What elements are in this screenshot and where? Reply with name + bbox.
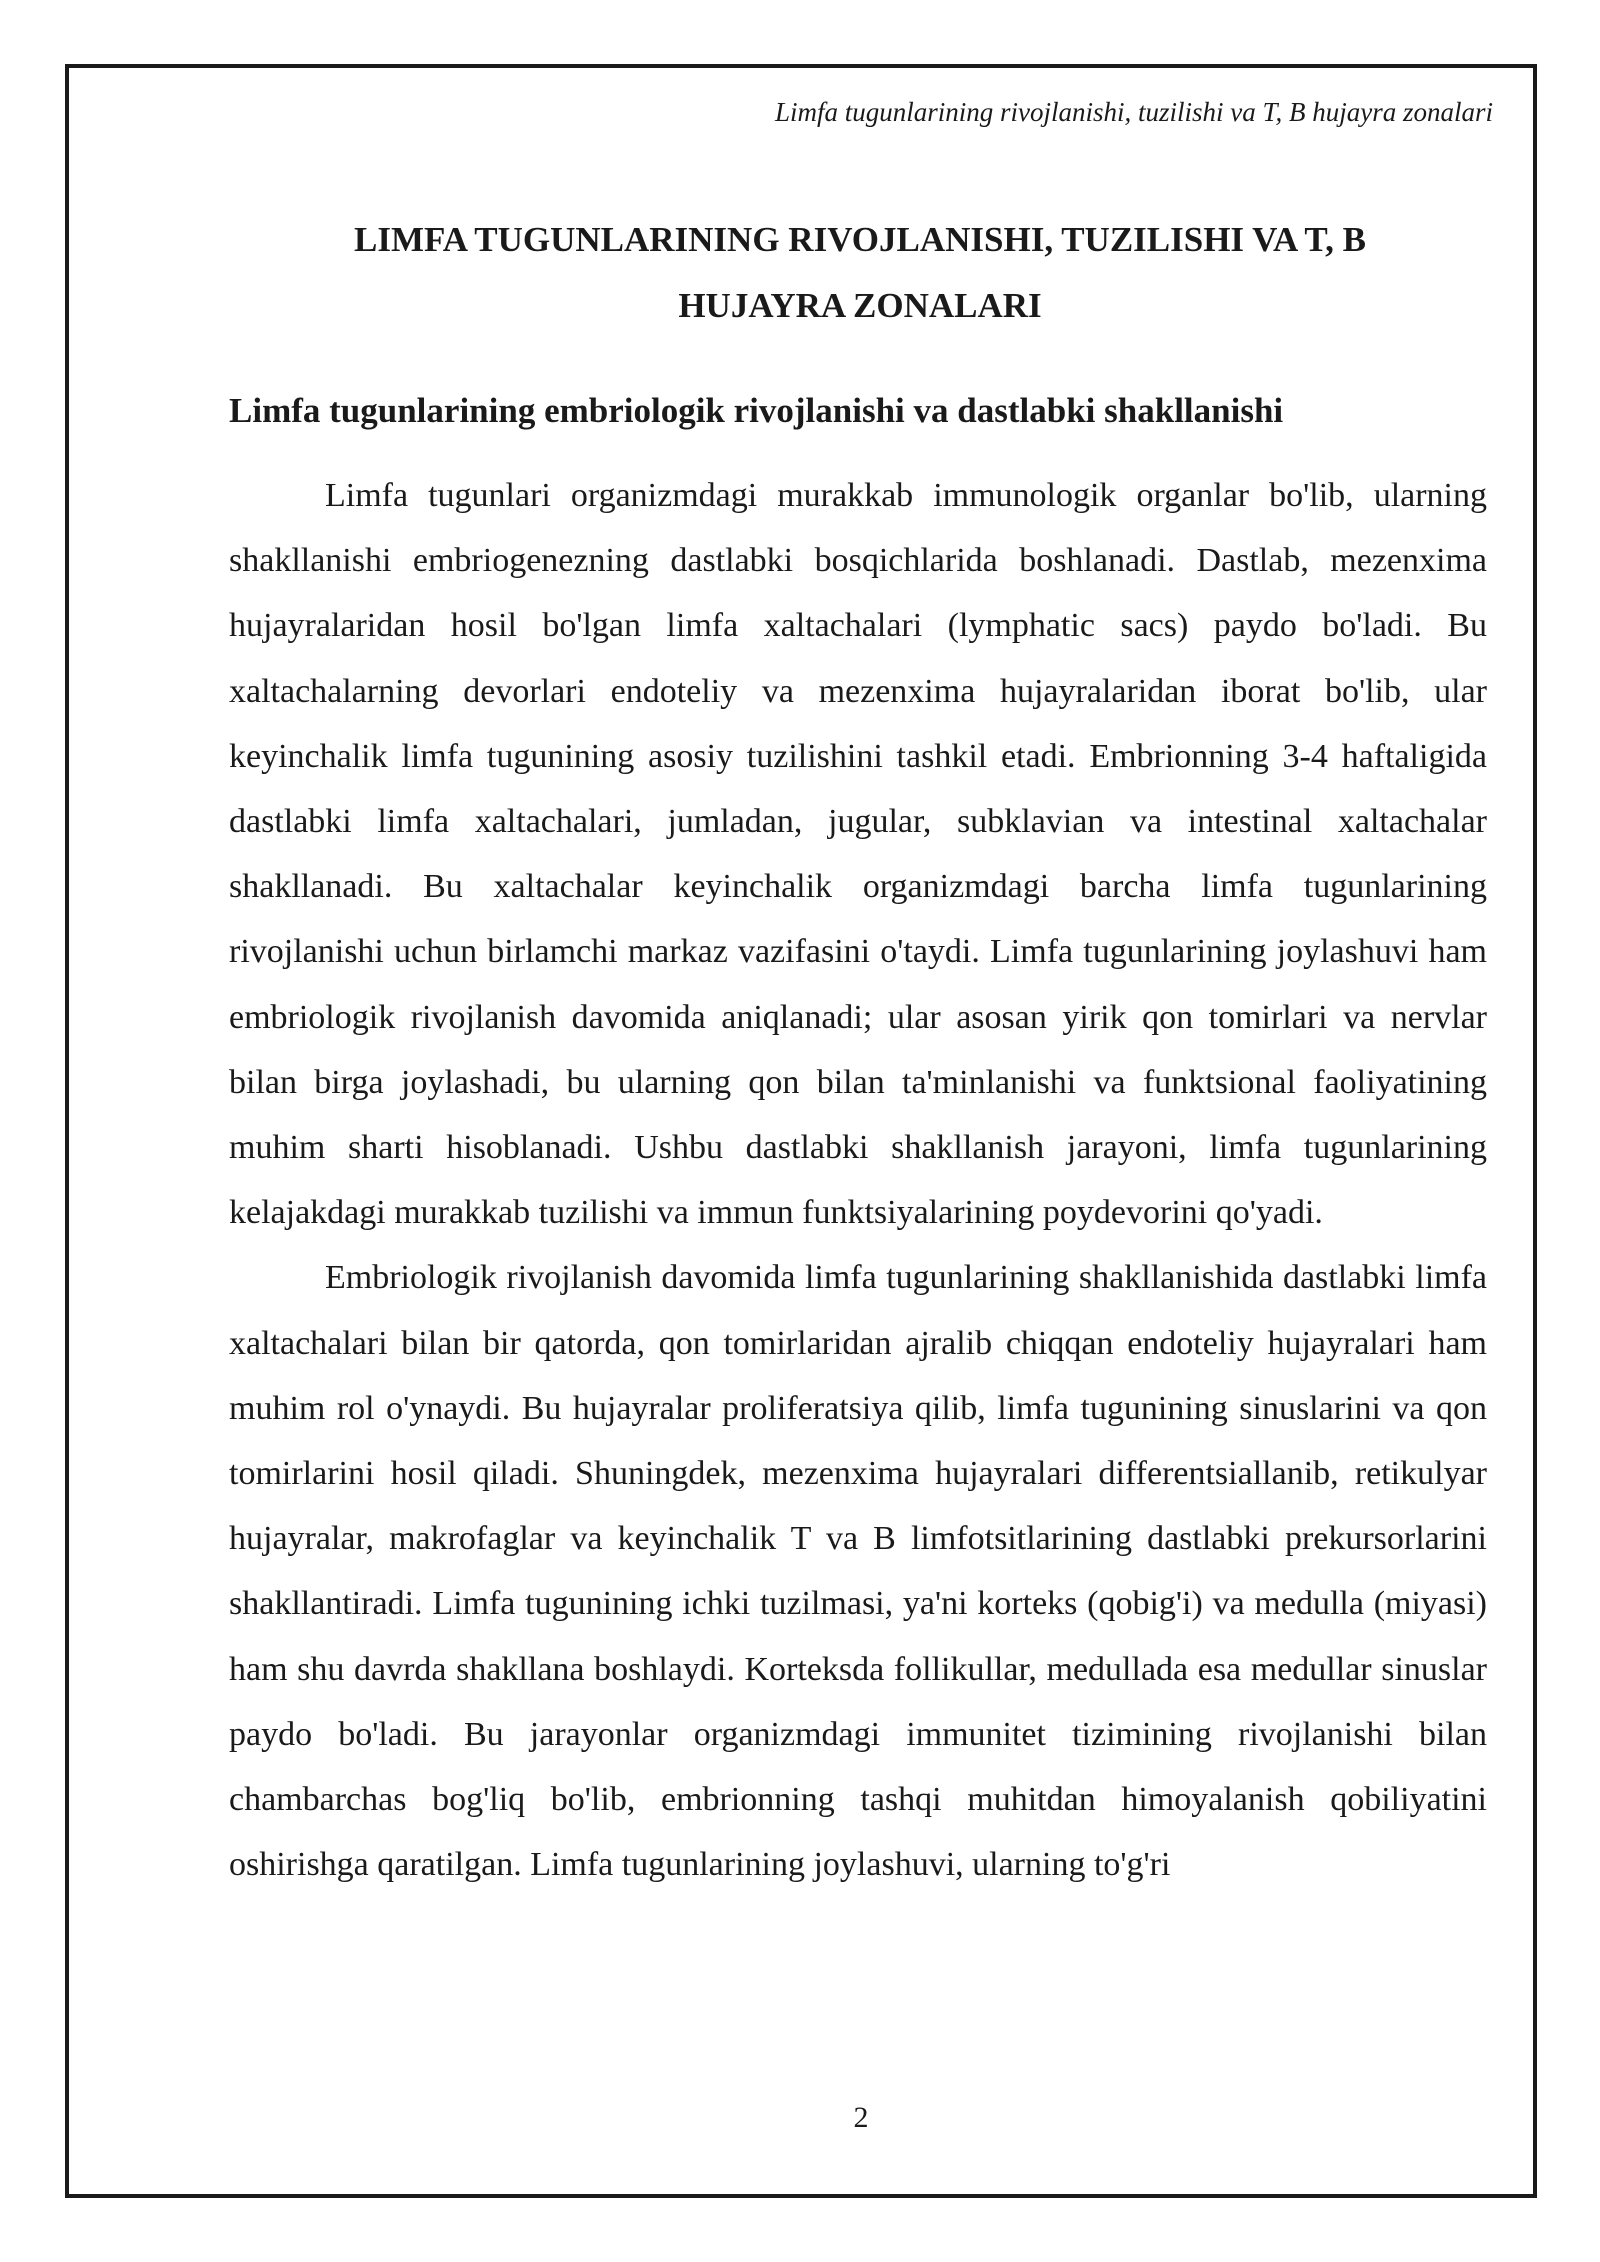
paragraph-1: Limfa tugunlari organizmdagi murakkab immunologik organlar bo'lib, ularning shakllanishi embriogenezning dastlabki bosqichlarida boshlanadi. Dastlab, mezenxima hujayralaridan hosil bo'lgan limfa xaltachalari (lymphatic sacs) paydo bo'ladi. Bu xaltachalarning devorlari endoteliy va mezenxima hujayralaridan iborat bo'lib, ular keyinchalik limfa tugunining asosiy tuzilishini tashkil etadi. Embrionning 3-4 haftaligida dastlabki limfa xaltachalari, jumladan, jugular, subklavian va intestinal xaltachalar shakllanadi. Bu xaltachalar keyinchalik organizmdagi barcha limfa tugunlarining rivojlanishi uchun birlamchi markaz vazifasini o'taydi. Limfa tugunlarining joylashuvi ham embriologik rivojlanish davomida aniqlanadi; ular asosan yirik qon tomirlari va nervlar bilan birga joylashadi, bu ularning qon bilan ta'minlanishi va funktsional faoliyatining muhim sharti hisoblanadi. Ushbu dastlabki shakllanish jarayoni, limfa tugunlarining kelajakdagi murakkab tuzilishi va immun funktsiyalarining poydevorini qo'yadi. [229, 477, 1487, 1232]
section-heading: Limfa tugunlarining embriologik rivojlanishi va dastlabki shakllanishi [229, 391, 1284, 430]
body-text [229, 463, 1487, 1897]
paragraph-2: Embriologik rivojlanish davomida limfa tugunlarining shakllanishida dastlabki limfa xaltachalari bilan bir qatorda, qon tomirlaridan ajralib chiqqan endoteliy hujayralari ham muhim rol o'ynaydi. Bu hujayralar proliferatsiya qilib, limfa tugunining sinuslarini va qon tomirlarini hosil qiladi. Shuningdek, mezenxima hujayralari differentsiallanib, retikulyar hujayralar, makrofaglar va keyinchalik T va B limfotsitlarining dastlabki prekursorlarini shakllantiradi. Limfa tugunining ichki tuzilmasi, ya'ni korteks (qobig'i) va medulla (miyasi) ham shu davrda shakllana boshlaydi. Korteksda follikullar, medullada esa medullar sinuslar paydo bo'ladi. Bu jarayonlar organizmdagi immunitet tizimining rivojlanishi bilan chambarchas bog'liq bo'lib, embrionning tashqi muhitdan himoyalanish qobiliyatini oshirishga qaratilgan. Limfa tugunlarining joylashuvi, ularning to'g'ri [229, 1259, 1487, 1884]
document-title-line-1: LIMFA TUGUNLARINING RIVOJLANISHI, TUZILISHI VA T, B [354, 220, 1366, 259]
document-title [270, 207, 1450, 339]
page-number: 2 [853, 2101, 869, 2134]
document-title-line-2: HUJAYRA ZONALARI [678, 286, 1042, 325]
running-header: Limfa tugunlarining rivojlanishi, tuzilishi va T, B hujayra zonalari [774, 97, 1493, 127]
